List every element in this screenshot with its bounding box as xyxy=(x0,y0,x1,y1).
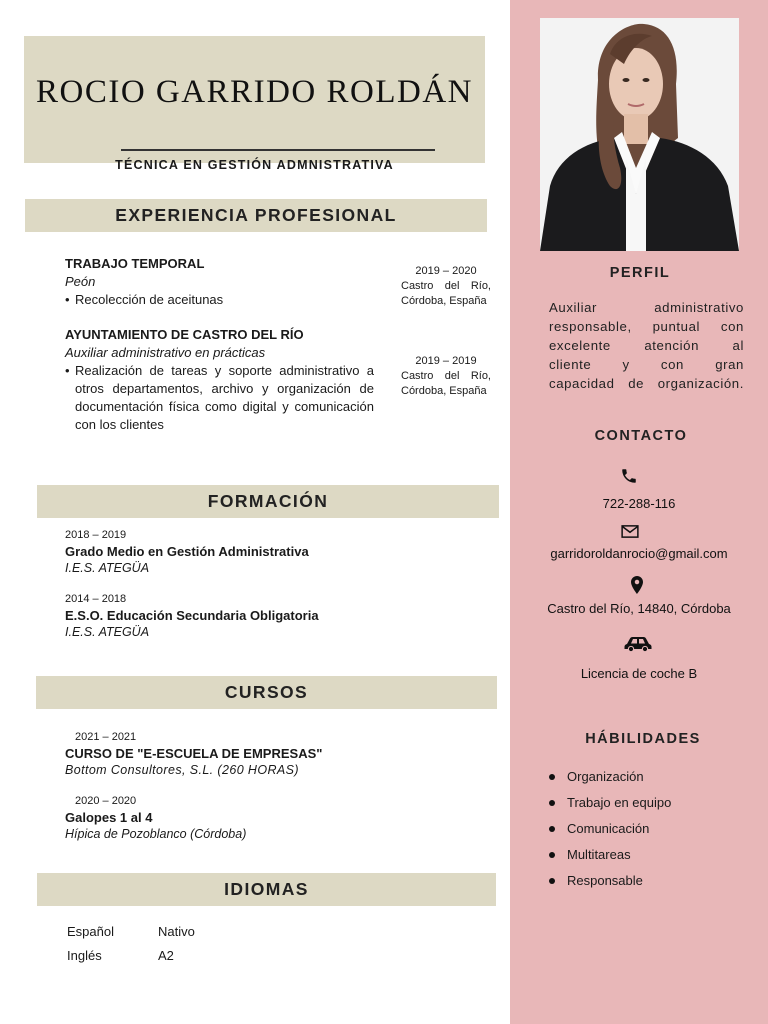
bullet-dot xyxy=(549,826,555,832)
education-item xyxy=(65,528,465,577)
education-dates: 2018 – 2019 xyxy=(65,529,127,541)
job-bullet xyxy=(65,291,385,309)
courses-heading: CURSOS xyxy=(36,676,497,709)
job-bullet-text: Recolección de aceitunas xyxy=(75,292,224,307)
bullet-dot xyxy=(549,878,555,884)
map-pin-icon xyxy=(631,576,643,594)
bullet-dot: • xyxy=(65,363,70,378)
job-location: Castro del Río, xyxy=(401,280,491,292)
profile-line: excelente atención al xyxy=(549,338,744,353)
language-level: Nativo xyxy=(158,924,195,939)
course-title: CURSO DE "E-ESCUELA DE EMPRESAS" xyxy=(65,746,323,761)
job-title: AYUNTAMIENTO DE CASTRO DEL RÍO xyxy=(65,327,304,342)
bullet-dot xyxy=(549,800,555,806)
job-role: Auxiliar administrativo en prácticas xyxy=(65,345,266,360)
skill-label: Trabajo en equipo xyxy=(567,795,672,811)
driving-license: Licencia de coche B xyxy=(580,666,698,681)
skill-item xyxy=(549,841,671,867)
profile-line: cliente y con gran xyxy=(549,357,744,372)
profile-line: Auxiliar administrativo xyxy=(549,300,744,315)
experience-item xyxy=(65,255,385,309)
profile-line: responsable, puntual con xyxy=(549,319,744,334)
bullet-dot: • xyxy=(65,292,70,307)
experience-meta xyxy=(401,264,491,309)
skill-item xyxy=(549,764,671,790)
job-location: Córdoba, España xyxy=(401,385,487,397)
education-title: Grado Medio en Gestión Administrativa xyxy=(65,544,309,559)
skill-label: Comunicación xyxy=(567,820,650,836)
car-icon xyxy=(624,636,652,652)
job-role: Peón xyxy=(65,274,96,289)
course-item xyxy=(65,730,465,779)
experience-heading: EXPERIENCIA PROFESIONAL xyxy=(25,199,487,232)
course-provider: Hípica de Pozoblanco (Córdoba) xyxy=(65,827,247,841)
email-address[interactable]: garridoroldanrocio@gmail.com xyxy=(550,546,728,561)
skills-heading: HÁBILIDADES xyxy=(585,731,701,747)
skill-label: Organización xyxy=(567,769,644,785)
job-subtitle: TÉCNICA EN GESTIÓN ADMNISTRATIVA xyxy=(115,158,394,172)
course-provider: Bottom Consultores, S.L. (260 HORAS) xyxy=(65,763,299,777)
bullet-dot xyxy=(549,774,555,780)
language-name: Inglés xyxy=(67,948,102,963)
skill-item xyxy=(549,790,671,816)
phone-number[interactable]: 722-288-116 xyxy=(602,496,676,511)
job-bullet-text: Realización de tareas y soporte administrativo a otros departamentos, archivo y organización de documentación física como digital y comunicación con los clientes xyxy=(75,363,374,432)
education-title: E.S.O. Educación Secundaria Obligatoria xyxy=(65,608,319,623)
profile-photo xyxy=(540,18,739,251)
skills-list xyxy=(549,764,671,893)
profile-summary xyxy=(549,298,744,393)
education-item xyxy=(65,592,465,641)
languages-heading: IDIOMAS xyxy=(37,873,496,906)
skill-item xyxy=(549,867,671,893)
course-title: Galopes 1 al 4 xyxy=(65,810,153,825)
skill-label: Responsable xyxy=(567,872,643,888)
education-school: I.E.S. ATEGÜA xyxy=(65,561,150,575)
language-row xyxy=(67,923,367,940)
job-location: Córdoba, España xyxy=(401,295,487,307)
language-row xyxy=(67,947,367,964)
portrait-illustration xyxy=(540,18,739,251)
address: Castro del Río, 14840, Córdoba xyxy=(547,601,731,616)
experience-item xyxy=(65,326,374,434)
course-dates: 2020 – 2020 xyxy=(75,795,137,807)
envelope-icon xyxy=(621,524,639,539)
job-title: TRABAJO TEMPORAL xyxy=(65,256,205,271)
job-location: Castro del Río, xyxy=(401,370,491,382)
job-dates: 2019 – 2019 xyxy=(415,355,477,367)
course-item xyxy=(65,794,465,843)
experience-meta xyxy=(401,354,491,399)
course-dates: 2021 – 2021 xyxy=(75,731,137,743)
phone-icon xyxy=(620,467,638,485)
skill-label: Multitareas xyxy=(567,846,631,862)
profile-line: capacidad de organización. xyxy=(549,376,744,391)
contact-heading: CONTACTO xyxy=(594,428,688,444)
education-school: I.E.S. ATEGÜA xyxy=(65,625,150,639)
education-heading: FORMACIÓN xyxy=(37,485,499,518)
name-header xyxy=(24,36,485,172)
full-name: ROCIO GARRIDO ROLDÁN xyxy=(35,74,473,110)
education-dates: 2014 – 2018 xyxy=(65,593,127,605)
language-name: Español xyxy=(67,924,114,939)
job-dates: 2019 – 2020 xyxy=(415,265,477,277)
job-bullet xyxy=(65,362,374,434)
language-level: A2 xyxy=(158,948,174,963)
profile-heading: PERFIL xyxy=(609,265,671,281)
name-divider xyxy=(121,149,435,151)
bullet-dot xyxy=(549,852,555,858)
skill-item xyxy=(549,816,671,842)
